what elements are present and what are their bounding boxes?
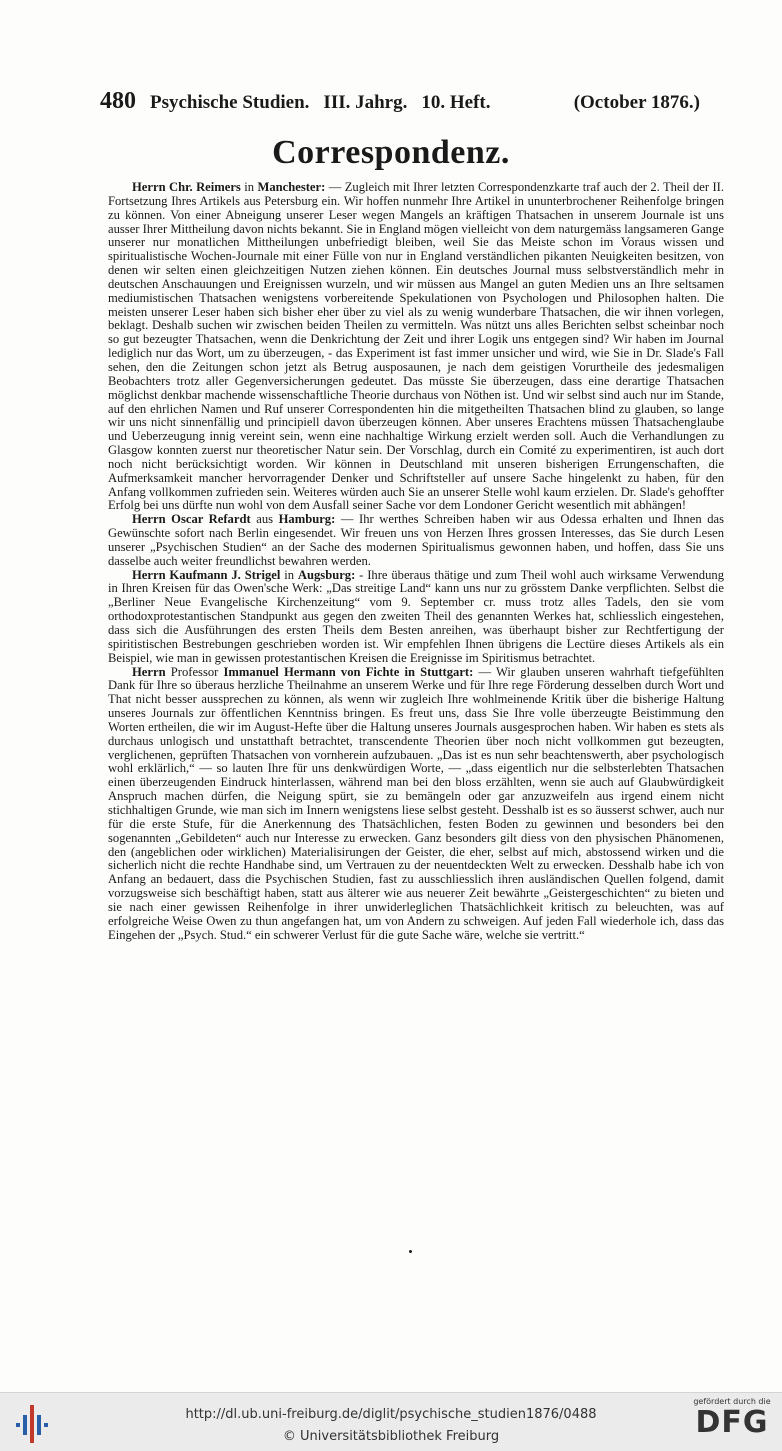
connector: in xyxy=(240,180,258,194)
dfg-funding-label: gefördert durch die xyxy=(693,1397,771,1406)
paragraph-reimers xyxy=(108,181,724,513)
running-header xyxy=(100,88,700,115)
connector: Professor xyxy=(165,664,224,679)
connector: in xyxy=(280,567,298,582)
volume: III. Jahrg. xyxy=(323,92,408,113)
dfg-wordmark: DFG xyxy=(695,1405,769,1440)
paragraph-strigel xyxy=(108,569,724,666)
paragraph-text: - Ihre überaus thätige und zum Theil wohl auch wirksame Verwendung in Ihren Kreisen für das Owen'sche Werk: „Das streitige Land“ kann uns nur zu grösstem Danke verpflichten. Selbst die „Berliner Neue Evangelische Kirchenzeitung“ vom 9. September cr. muss trotz alles Tadels, den sie vom orthodoxprotestantischen Standpunkt aus gegen den zweiten Theil des genannten Werkes hat, schliesslich eingestehen, dass sich die Ausführungen des ersten Theils dem Besten anreihen, was überhaupt bisher zur Rechtfertigung der spiritistischen Bestrebungen geschrieben worden ist. Wir empfehlen Ihnen übrigens die Lectüre dieses Artikels als ein Beispiel, wie man in gewissen protestantischen Kreisen die Ereignisse im Spiritismus betrachtet. xyxy=(108,567,724,665)
paragraph-text: — Zugleich mit Ihrer letzten Correspondenzkarte traf auch der 2. Theil der II. Fortsetzung Ihres Artikels aus Petersburg ein. Wir hoffen nunmehr Ihre Artikel in ununterbrochener Reihenfolge bringen zu können. Von einer Abneigung unserer Leser wegen Mangels an kräftigen Thatsachen in unserem Journale ist uns ausser Ihrer Mittheilung davon nichts bekannt. Sie in England mögen vielleicht von dem naturgemäss langsameren Gange unserer nur monatlichen Mittheilungen unbefriedigt bleiben, weil Sie das Meiste schon im Voraus wissen und spiritualistische Wochen-Journale mit einer Fülle von nur in England verständlichen pikanten Neuigkeiten besitzen, von denen wir selten einen gleichzeitigen Nutzen ziehen können. Ein deutsches Journal muss selbstverständlich mehr in deutschen Anschauungen und Ereignissen wurzeln, und wir müssen aus Mangel an guten Medien uns an Ihre seltsamen mediumistischen Thatsachen wenigstens vorbereitende Spekulationen von Psychologen und Philosophen halten. Die meisten unserer Leser haben sich bisher eher über zu viel als zu wenig wunderbare Thatsachen, die wir ihnen vorlegen, beklagt. Deshalb suchen wir zwischen beiden Theilen zu vermitteln. Was nützt uns alles Berichten selbst scheinbar noch so gut bezeugter Thatsachen, wenn die Denkrichtung der Zeit und ihrer Logik uns entgegen sind? Wir haben im Journal lediglich nur das Wort, um zu überzeugen, - das Experiment ist fast immer unsicher und wird, wie Sie in Dr. Slade's Fall sehen, den die Zeitungen schon jetzt als Betrug ausposaunen, je nach dem geistigen Vorurtheile des jedesmaligen Beobachters trotz aller Gegenversicherungen gedeutet. Das müsste Sie überzeugen, dass eine derartige Thatsachen möglichst denkbar machende wissenschaftliche Theorie durchaus von Nöthen ist. Und wir selbst sind auch nur im Stande, auf den ehrlichen Namen und Ruf unserer Correspondenten hin die mitgetheilten Thatsachen blind zu glauben, so lange wir uns nicht sinnenfällig und principiell davon überzeugen können. Aber unseres Erachtens müssen Thatsachenglaube und Ueberzeugung innig vereint sein, wenn eine nachhaltige Wirkung erzielt werden soll. Auch die Verhandlungen zu Glasgow konnten zuerst nur theoretischer Natur sein. Der Vorschlag, durch ein Comité zu experimentiren, ist auch dort noch nicht berücksichtigt worden. Wir können in Deutschland mit unseren bisherigen Errungenschaften, die Aufmerksamkeit mancher hervorragender Denker und Schriftsteller auf unsere Sache hingelenkt zu haben, für den Anfang vollkommen zufrieden sein. Weiteres würden auch Sie an unserer Stelle wohl kaum erzielen. Dr. Slade's gehoffter Erfolg bei uns dürfte nun wohl von dem Ausfall seiner Sache vor dem Londoner Gericht wesentlich mit abhängen! xyxy=(108,180,724,513)
page-number: 480 xyxy=(100,88,136,114)
addressee: Herrn Chr. Reimers xyxy=(132,180,241,194)
paragraph-text: — Wir glauben unseren wahrhaft tiefgefühlten Dank für Ihre so überaus herzliche Theilnahme an unserem Werke und für Ihre rege Förderung desselben durch Wort und That nicht besser aussprechen zu können, als wenn wir zugleich Ihre wohlmeinende Kritik über die bisherige Haltung unseres Journals zur öffentlichen Kenntniss bringen. Es freut uns, dass Sie Ihre volle überzeugte Beistimmung den Worten ertheilen, die wir im August-Hefte über die Haltung unseres Journals ausgesprochen haben. Wir haben es stets als durchaus unlogisch und unstatthaft betrachtet, transcendente Theorien über noch nicht vollkommen gut bezeugten, verglichenen, geprüften Thatsachen von vornherein aufzubauen. „Das ist es nun sehr beachtenswerth, aber psychologisch wohl erklärlich,“ — so lauten Ihre für uns denkwürdigen Worte, — „dass eigentlich nur die selbsterlebten Thatsachen einen überzeugenden Eindruck hinterlassen, während man bei den bloss erzählten, wenn sie auch auf Glaubwürdigkeit Anspruch machen dürfen, die Neigung spürt, sie zu bemängeln oder gar anzuzweifeln aus irgend einem nicht stichhaltigen Grunde, wie man sich im Innern wenigstens liese selbst gesteht. Desshalb ist es so äusserst schwer, auch nur für die erste Stufe, für die Anerkennung des Thatsächlichen, festen Boden zu gewinnen und besonders bei den sogenannten „Gebildeten“ auch nur Interesse zu erwecken. Ganz besonders gilt diess von den physischen Phänomenen, den (angeblichen oder wirklichen) Materialisirungen der Geister, die eher, selbst auf mich, abstossend wirken und die sicherlich nicht die rechte Handhabe sind, um Vertrauen zu der neuentdeckten Welt zu erwecken. Desshalb habe ich von Anfang an bedauert, dass die Psychischen Studien, fast zu ausschliesslich ihren ausländischen Quellen folgend, damit vorzugsweise sich beschäftigt haben, statt aus älterer wie aus neuerer Zeit bewährte „Geistergeschichten“ zu bieten und sie nach einer gewissen Reihenfolge in ihrer unwiderleglichen Thatsächlichkeit kritisch zu beleuchten, was auf erfolgreiche Weise Owen zu thun angefangen hat, um von Andern zu schweigen. Auf jeden Fall wiederhole ich, dass das Eingehen der „Psych. Stud.“ ein schwerer Verlust für die gute Sache wäre, welche sie vertritt.“ xyxy=(108,664,724,942)
paragraph-refardt xyxy=(108,513,724,568)
section-title: Correspondenz. xyxy=(272,134,510,171)
copyright-credit: © Universitätsbibliothek Freiburg xyxy=(282,1429,500,1444)
addressee: Herrn Oscar Refardt xyxy=(132,512,251,527)
addressee-place: Hamburg: xyxy=(278,512,336,527)
paragraph-fichte xyxy=(108,666,724,943)
addressee-place: Augsburg: xyxy=(297,567,356,582)
dfg-logo[interactable] xyxy=(692,1397,772,1447)
source-url-link[interactable]: http://dl.ub.uni-freiburg.de/diglit/psychische_studien1876/0488 xyxy=(185,1407,597,1422)
addressee: Herrn xyxy=(132,664,166,679)
issue-date: (October 1876.) xyxy=(573,92,700,113)
addressee: Herrn Kaufmann J. Strigel xyxy=(132,567,281,582)
issue: 10. Heft. xyxy=(421,92,491,113)
paragraph-text: — Ihr werthes Schreiben haben wir aus Odessa erhalten und Ihnen das Gewünschte sofort nach Berlin eingesendet. Wir freuen uns von Herzen Ihres grossen Interesses, das Sie durch Lesen unserer „Psychischen Studien“ an der Sache des modernen Spiritualismus gewonnen haben, und hoffen, dass Sie uns dasselbe auch weiter freundlichst bewahren werden. xyxy=(108,512,724,568)
printer-mark xyxy=(409,1250,412,1253)
addressee-place: Immanuel Hermann von Fichte in Stuttgart: xyxy=(223,664,474,679)
addressee-place: Manchester: xyxy=(257,180,326,194)
correspondence-body xyxy=(108,181,724,942)
journal-name: Psychische Studien. xyxy=(150,92,310,113)
connector: aus xyxy=(250,512,279,527)
viewer-footer xyxy=(0,1392,782,1451)
